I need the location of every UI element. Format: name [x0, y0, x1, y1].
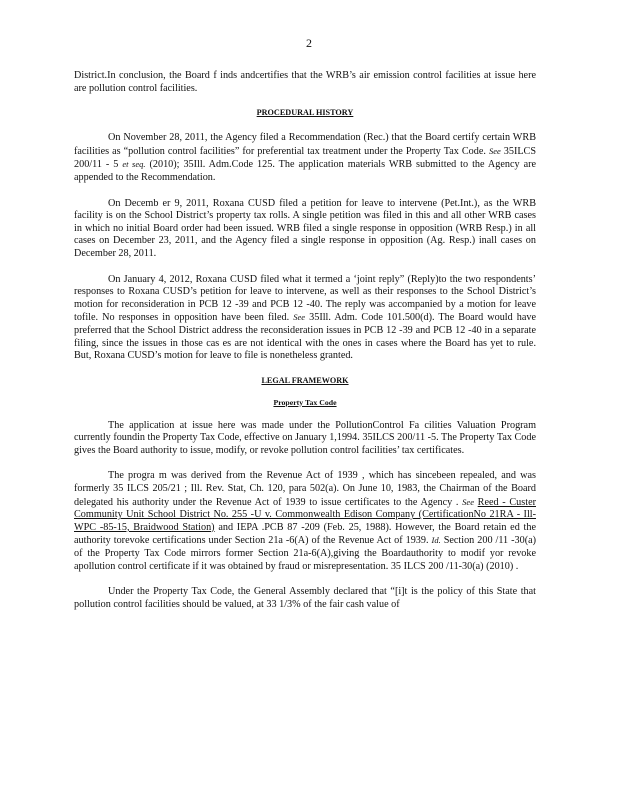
page-number: 2 [306, 36, 312, 50]
legal-2-text-c: Section 200 /11 -30(a) of the Property Tax Code mirrors former Section 21a-6(A),giving the Boardauthority to modif yor revoke apollution control certificate if it was obtained by fraud or misrepresentation. 35 ILCS 200 /11-30(a) (2010) . [74, 535, 537, 572]
legal-paragraph-3: Under the Property Tax Code, the General Assembly declared that “[i]t is the policy of this State that pollution control facilities should be valued, at 33 1/3% of the fair cash value of [74, 586, 536, 610]
case-citation: Reed - Custer Community Unit School District No. 255 -U v. Commonwealth Edison Company (CertificationNo 21RA - Ill-WPC -85-15, Braidwood Station) [74, 496, 536, 533]
history-paragraph-3 [74, 274, 536, 363]
property-tax-code-subheading-text: Property Tax Code [273, 397, 337, 407]
see-citation: See [293, 312, 306, 323]
history-paragraph-2: On Decemb er 9, 2011, Roxana CUSD filed a petition for leave to intervene (Pet.Int.), as the WRB facility is on the School District’s property tax rolls. A single petition was filed in this and all other WRB cases in which no initial Board order had been issued. WRB filed a single response in opposition (WRB Resp.) in all cases on December 23, 2011, and the Agency filed a single response in opposition (Ag. Resp.) inall cases on December 28, 2011. [74, 197, 536, 259]
page-body [74, 70, 536, 624]
property-tax-code-subheading [74, 398, 536, 407]
history-1-text-c: (2010); 35Ill. Adm.Code 125. The application materials WRB submitted to the Agency are appended to the Recommendation. [74, 159, 537, 183]
see-citation: See [488, 145, 501, 156]
legal-framework-heading-text: LEGAL FRAMEWORK [261, 375, 349, 385]
intro-paragraph: District.In conclusion, the Board f inds andcertifies that the WRB’s air emission control facilities at issue here are pollution control facilities. [74, 70, 536, 94]
id-citation: Id. [431, 535, 441, 546]
legal-paragraph-1: The application at issue here was made under the PollutionControl Fa cilities Valuation Program currently foundin the Property Tax Code, effective on January 1,1994. 35ILCS 200/11 -5. The Property Tax Code gives the Board authority to issue, modify, or revoke pollution control facilities’ tax certificates. [74, 419, 537, 456]
history-paragraph-1 [74, 132, 536, 184]
history-3-text-a: On January 4, 2012, Roxana CUSD filed what it termed a ‘joint reply” (Reply)to the two respondents’ responses to Roxana CUSD’s petition for leave to intervene, as well as their responses to the School District’s motion for reconsideration in PCB 12 -39 and PCB 12 -40. The reply was accompanied by a motion for leave tofile. No responses in opposition have been filed. [74, 273, 536, 324]
legal-framework-heading [74, 376, 536, 385]
history-3-text-b: 35Ill. Adm. Code 101.500(d). The Board would have preferred that the School District address the reconsideration issues in PCB 12 -39 and PCB 12 -40 in a separate filing, since the issues in those cas es are not identical with the ones in cases where the Board has yet to rule. But, Roxana CUSD’s motion for leave to file is nonetheless granted. [74, 312, 537, 362]
legal-paragraph-2 [74, 470, 536, 573]
see-citation: See [462, 496, 474, 507]
procedural-history-heading-text: PROCEDURAL HISTORY [256, 108, 354, 118]
history-1-text-a: On November 28, 2011, the Agency filed a Recommendation (Rec.) that the Board certify certain WRB facilities as “pollution control facilities” for preferential tax treatment under the Property Tax Code. [74, 132, 536, 157]
legal-2-text-b: and IEPA .PCB 87 -209 (Feb. 25, 1988). However, the Board retain ed the authority torevoke certifications under Section 21a -6(A) of the Revenue Act of 1939. [74, 521, 536, 547]
et-seq-citation: et seq. [122, 159, 146, 170]
history-1-text-b: 35ILCS 200/11 - 5 [74, 145, 537, 171]
legal-2-text-a: The progra m was derived from the Revenue Act of 1939 , which has sincebeen repealed, and was formerly 35 ILCS 205/21 ; Ill. Rev. Stat, Ch. 120, para 502(a). On June 10, 1983, the Chairman of the Board delegated his authority under the Revenue Act of 1939 to issue certificates to the Agency . [74, 470, 536, 508]
procedural-history-heading [74, 108, 536, 117]
